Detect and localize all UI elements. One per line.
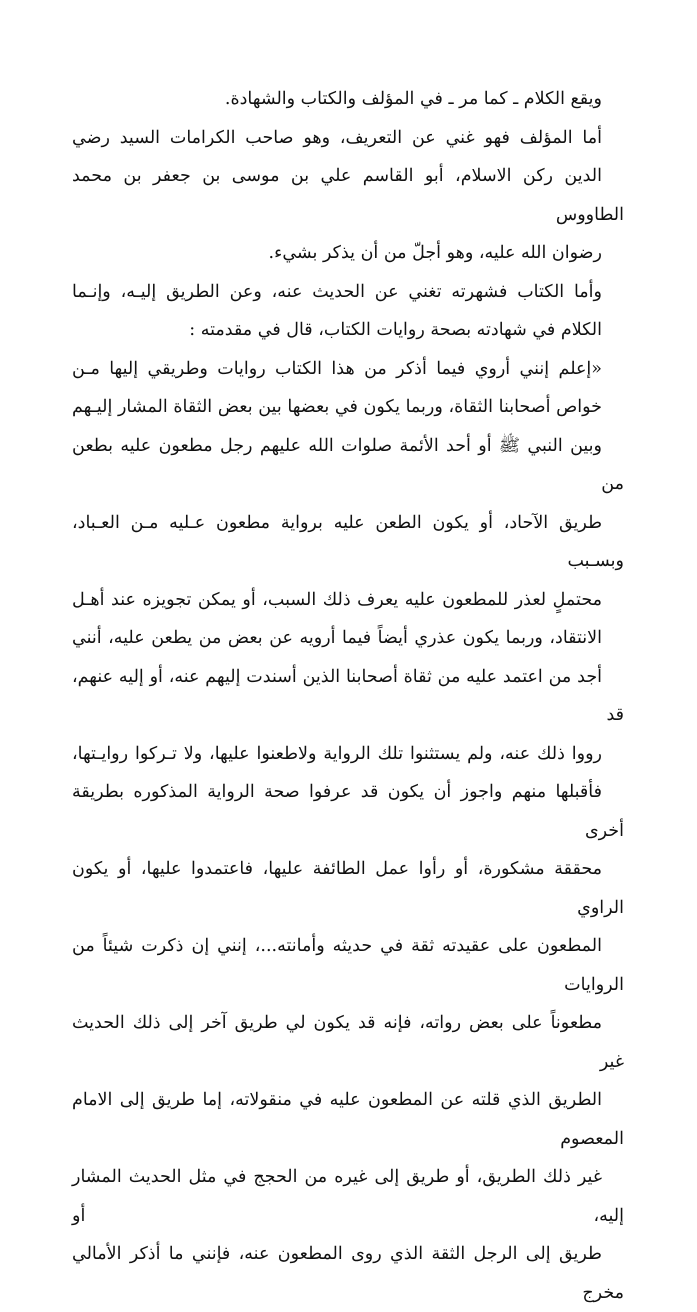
text-line: مطعوناً على بعض رواته، فإنه قد يكون لي طريق آخر إلى ذلك الحديث غير (72, 1004, 624, 1081)
body-text (72, 80, 624, 1312)
text-line: وبين النبي ﷺ أو أحد الأئمة صلوات الله عليهم رجل مطعون عليه بطعن من (72, 427, 624, 504)
paragraph-3 (72, 273, 624, 350)
text-line: الانتقاد، وربما يكون عذري أيضاً فيما أرويه عن بعض من يطعن عليه، أنني (72, 619, 624, 658)
paragraph-4-quote (72, 350, 624, 1312)
paragraph-1 (72, 80, 624, 119)
text-line: محققة مشكورة، أو رأوا عمل الطائفة عليها، فاعتمدوا عليها، أو يكون الراوي (72, 850, 624, 927)
text-line: وأما الكتاب فشهرته تغني عن الحديث عنه، وعن الطريق إليـه، وإنـما (72, 273, 624, 312)
text-line: أما المؤلف فهو غني عن التعريف، وهو صاحب الكرامات السيد رضي (72, 119, 624, 158)
text-line: غير ذلك الطريق، أو طريق إلى غيره من الحجج في مثل الحديث المشار إليه، أو (72, 1158, 624, 1235)
text-line: الدين ركن الاسلام، أبو القاسم علي بن موسى بن جعفر بن محمد الطاووس (72, 157, 624, 234)
text-line: الكلام في شهادته بصحة روايات الكتاب، قال في مقدمته : (72, 311, 624, 350)
text-line: رضوان الله عليه، وهو أجلّ من أن يذكر بشيء. (72, 234, 624, 273)
text-line: محتملٍ لعذر للمطعون عليه يعرف ذلك السبب، أو يمكن تجويزه عند أهـل (72, 581, 624, 620)
text-line: الطريق الذي قلته عن المطعون عليه في منقولاته، إما طريق إلى الامام المعصوم (72, 1081, 624, 1158)
text-line: طريق إلى الرجل الثقة الذي روى المطعون عنه، فإنني ما أذكر الأمالي مخرج (72, 1235, 624, 1312)
text-line: رووا ذلك عنه، ولم يستثنوا تلك الرواية ولاطعنوا عليها، ولا تـركوا روايـتها، (72, 735, 624, 774)
text-line: خواص أصحابنا الثقاة، وربما يكون في بعضها بين بعض الثقاة المشار إليـهم (72, 388, 624, 427)
text-line: ويقع الكلام ـ كما مر ـ في المؤلف والكتاب والشهادة. (72, 80, 624, 119)
paragraph-2 (72, 119, 624, 273)
text-line: أجد من اعتمد عليه من ثقاة أصحابنا الذين أسندت إليهم عنه، أو إليه عنهم، قد (72, 658, 624, 735)
text-line: «إعلم إنني أروي فيما أذكر من هذا الكتاب روايات وطريقي إليها مـن (72, 350, 624, 389)
text-line: المطعون على عقيدته ثقة في حديثه وأمانته...، إنني إن ذكرت شيئاً من الروايات (72, 927, 624, 1004)
text-line: طريق الآحاد، أو يكون الطعن عليه برواية مطعون عـليه مـن العـباد، وبسـبب (72, 504, 624, 581)
text-line: فأقبلها منهم واجوز أن يكون قد عرفوا صحة الرواية المذكوره بطريقة أخرى (72, 773, 624, 850)
